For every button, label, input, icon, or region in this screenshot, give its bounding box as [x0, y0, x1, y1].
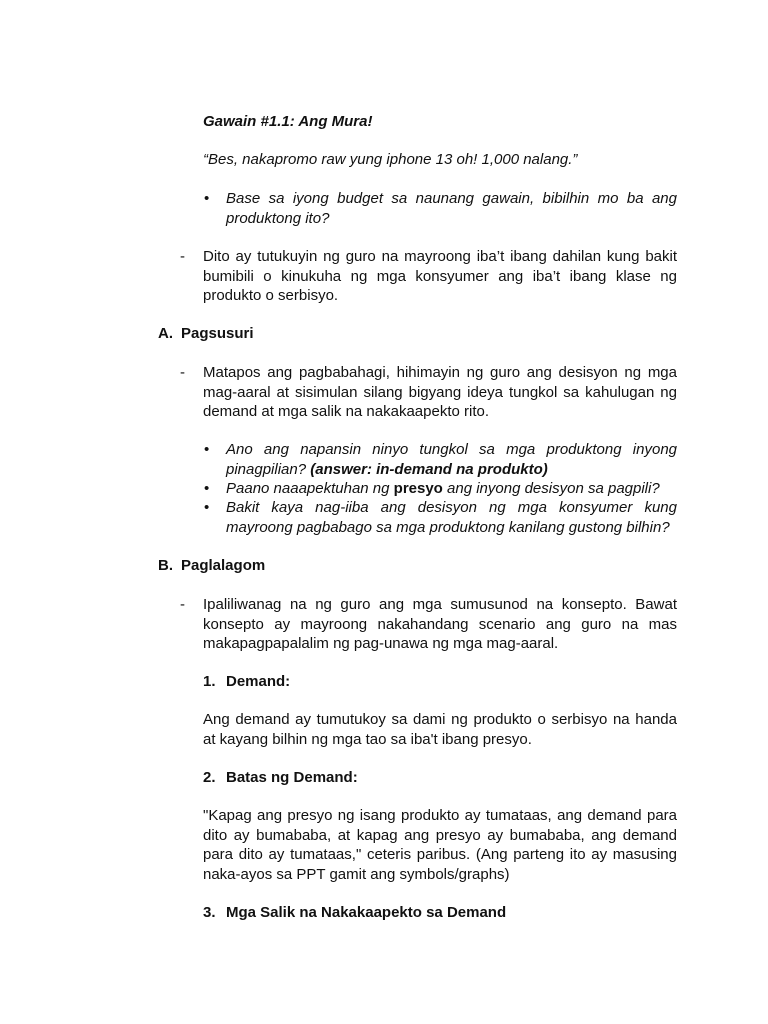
activity-quote: “Bes, nakapromo raw yung iphone 13 oh! 1,000 nalang.” — [203, 151, 578, 168]
question-text: Ano ang napansin ninyo tungkol sa mga produktong inyong pinagpilian? — [226, 441, 677, 478]
question-text-bold: presyo — [393, 480, 443, 497]
question-text-after: ang inyong desisyon sa pagpili? — [447, 480, 660, 497]
question-answer: (answer: in-demand na produkto) — [310, 460, 548, 478]
section-b-marker: B. — [158, 557, 173, 574]
question-item — [226, 440, 677, 479]
bullet-icon: • — [204, 190, 210, 207]
dash-marker: - — [180, 596, 185, 613]
section-b-intro: Ipaliliwanag na ng guro ang mga sumusunod na konsepto. Bawat konsepto ay mayroong nakahandang scenario ang guro na mas makapagpapalalim ng pag-unawa ng mga mag-aaral. — [203, 596, 677, 652]
activity-teacher-note: Dito ay tutukuyin ng guro na mayroong iba’t ibang dahilan kung bakit bumibili o kinukuha ng mga konsyumer ang iba’t ibang klase ng produkto o serbisyo. — [203, 248, 677, 304]
activity-title: Gawain #1.1: Ang Mura! — [203, 113, 373, 130]
section-b-heading: Paglalagom — [181, 557, 266, 574]
bullet-icon: • — [204, 480, 210, 497]
question-item: Bakit kaya nag-iiba ang desisyon ng mga konsyumer kung mayroong pagbabago sa mga produktong kanilang gustong bilhin? — [226, 499, 677, 536]
item-heading-batas-ng-demand: Batas ng Demand: — [226, 769, 358, 786]
item-number: 1. — [203, 673, 216, 690]
bullet-icon: • — [204, 441, 210, 458]
dash-marker: - — [180, 364, 185, 381]
question-text-before: Paano naaapektuhan ng — [226, 480, 390, 497]
question-item — [226, 479, 677, 499]
section-a-heading: Pagsusuri — [181, 325, 254, 342]
activity-bullet-question: Base sa iyong budget sa naunang gawain, bibilhin mo ba ang produktong ito? — [226, 190, 677, 227]
item-body-batas-ng-demand: "Kapag ang presyo ng isang produkto ay tumataas, ang demand para dito ay bumababa, at kapag ang presyo ay bumababa, ang demand para dito ay tumataas," ceteris paribus. (Ang parteng ito ay masusing naka-ayos sa PPT gamit ang symbols/graphs) — [203, 807, 677, 883]
item-number: 2. — [203, 769, 216, 786]
item-heading-demand: Demand: — [226, 673, 291, 690]
item-heading-mga-salik: Mga Salik na Nakakaapekto sa Demand — [226, 904, 507, 921]
section-a-intro: Matapos ang pagbabahagi, hihimayin ng guro ang desisyon ng mga mag-aaral at sisimulan silang bigyang ideya tungkol sa kahulugan ng demand at mga salik na nakakaapekto rito. — [203, 364, 677, 420]
section-a-marker: A. — [158, 325, 173, 342]
item-number: 3. — [203, 904, 216, 921]
dash-marker: - — [180, 248, 185, 265]
bullet-icon: • — [204, 499, 210, 516]
item-body-demand: Ang demand ay tumutukoy sa dami ng produkto o serbisyo na handa at kayang bilhin ng mga tao sa iba't ibang presyo. — [203, 711, 677, 748]
